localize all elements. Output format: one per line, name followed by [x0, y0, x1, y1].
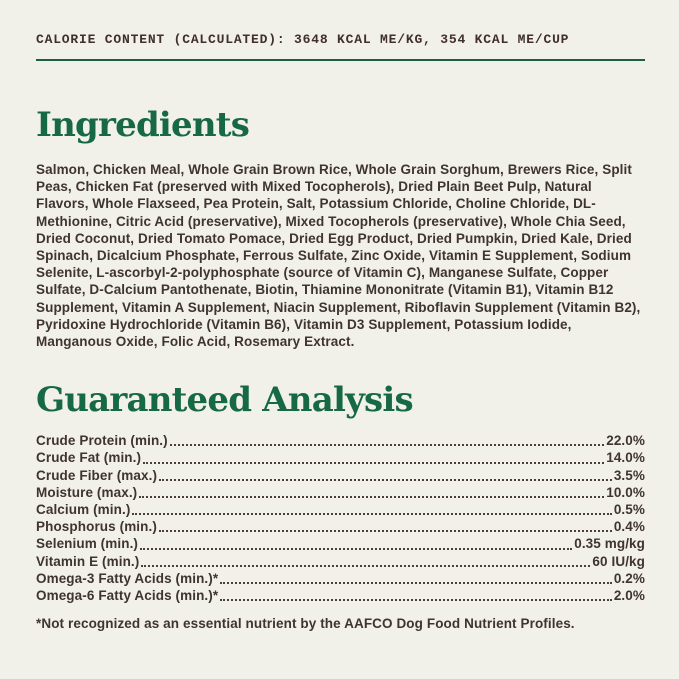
analysis-value: 60 IU/kg — [592, 553, 645, 569]
dot-leader — [159, 479, 612, 481]
analysis-row-omega-3 — [36, 570, 645, 587]
analysis-row-phosphorus — [36, 518, 645, 535]
ingredients-text: Salmon, Chicken Meal, Whole Grain Brown Rice, Whole Grain Sorghum, Brewers Rice, Split Peas, Chicken Fat (preserved with Mixed Tocopherols), Dried Plain Beet Pulp, Natural Flavors, Whole Flaxseed, Pea Protein, Salt, Potassium Chloride, Choline Chloride, DL-Methionine, Citric Acid (preservative), Mixed Tocopherols (preservative), Whole Chia Seed, Dried Coconut, Dried Tomato Pomace, Dried Egg Product, Dried Pumpkin, Dried Kale, Dried Spinach, Dicalcium Phosphate, Ferrous Sulfate, Zinc Oxide, Vitamin E Supplement, Sodium Selenite, L-ascorbyl-2-polyphosphate (source of Vitamin C), Manganese Sulfate, Copper Sulfate, D-Calcium Pantothenate, Biotin, Thiamine Mononitrate (Vitamin B1), Vitamin B12 Supplement, Vitamin A Supplement, Niacin Supplement, Riboflavin Supplement (Vitamin B2), Pyridoxine Hydrochloride (Vitamin B6), Vitamin D3 Supplement, Potassium Iodide, Manganous Oxide, Folic Acid, Rosemary Extract. — [36, 162, 641, 350]
analysis-value: 2.0% — [613, 588, 645, 604]
ingredients-title: Ingredients — [36, 105, 250, 145]
analysis-label: Omega-6 Fatty Acids (min.)* — [36, 588, 219, 604]
analysis-value: 0.5% — [613, 502, 645, 518]
analysis-row-omega-6 — [36, 587, 645, 604]
dot-leader — [143, 462, 604, 464]
section-divider — [36, 59, 645, 61]
dot-leader — [141, 565, 590, 567]
analysis-value: 0.4% — [613, 519, 645, 535]
analysis-row-crude-fiber — [36, 467, 645, 484]
analysis-label: Selenium (min.) — [36, 536, 139, 552]
analysis-row-vitamin-e — [36, 553, 645, 570]
analysis-value: 22.0% — [606, 433, 645, 449]
analysis-value: 0.2% — [613, 570, 645, 586]
analysis-label: Vitamin E (min.) — [36, 553, 140, 569]
analysis-label: Crude Protein (min.) — [36, 433, 168, 449]
analysis-row-moisture — [36, 484, 645, 501]
calorie-content-line: CALORIE CONTENT (CALCULATED): 3648 KCAL ME/KG, 354 KCAL ME/CUP — [36, 32, 570, 47]
dot-leader — [220, 582, 612, 584]
analysis-value: 10.0% — [606, 484, 645, 500]
dot-leader — [220, 599, 612, 601]
analysis-label: Crude Fat (min.) — [36, 450, 142, 466]
analysis-value: 0.35 mg/kg — [574, 536, 645, 552]
analysis-row-crude-fat — [36, 449, 645, 466]
analysis-footnote: *Not recognized as an essential nutrient by the AAFCO Dog Food Nutrient Profiles. — [36, 616, 575, 632]
dot-leader — [140, 548, 572, 550]
analysis-row-calcium — [36, 501, 645, 518]
analysis-value: 14.0% — [606, 450, 645, 466]
analysis-value: 3.5% — [613, 467, 645, 483]
analysis-label: Moisture (max.) — [36, 484, 138, 500]
dot-leader — [159, 530, 612, 532]
analysis-label: Omega-3 Fatty Acids (min.)* — [36, 570, 219, 586]
analysis-label: Phosphorus (min.) — [36, 519, 157, 535]
analysis-label: Crude Fiber (max.) — [36, 467, 158, 483]
dot-leader — [132, 513, 611, 515]
analysis-table — [36, 432, 645, 604]
guaranteed-analysis-title: Guaranteed Analysis — [36, 380, 413, 421]
analysis-row-crude-protein — [36, 432, 645, 449]
analysis-label: Calcium (min.) — [36, 502, 131, 518]
analysis-row-selenium — [36, 535, 645, 552]
dot-leader — [139, 496, 604, 498]
dot-leader — [170, 444, 604, 446]
